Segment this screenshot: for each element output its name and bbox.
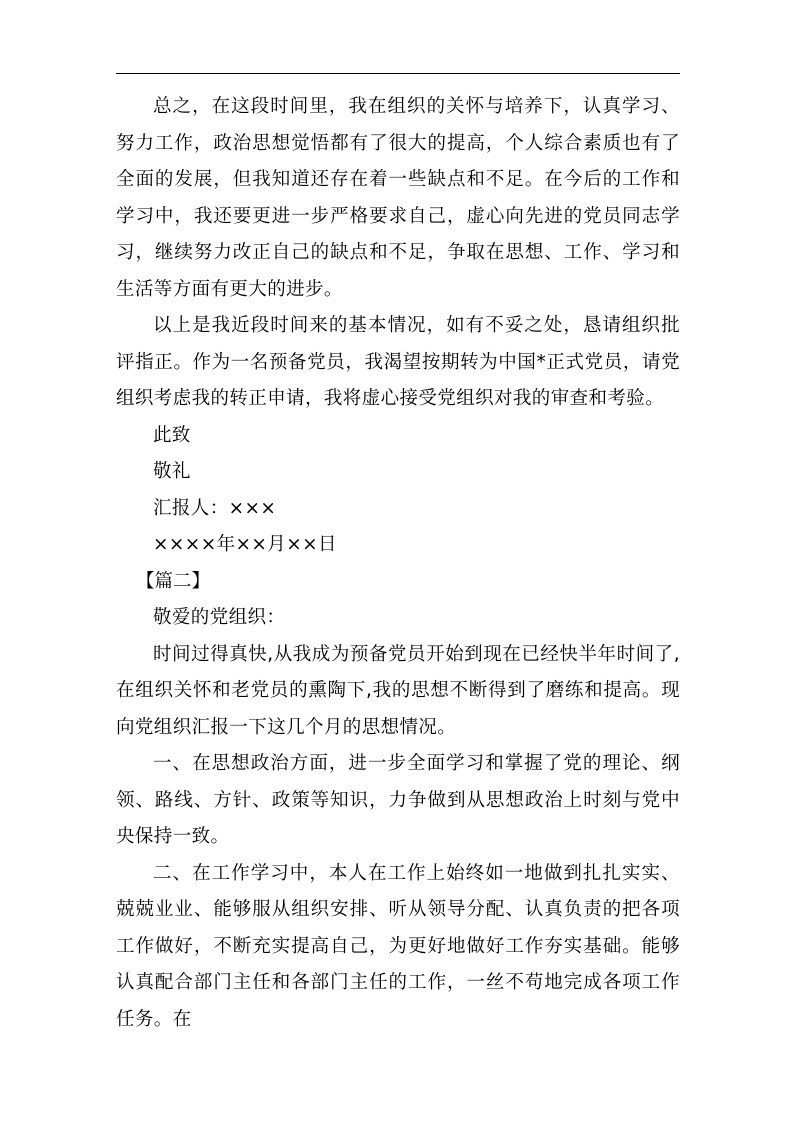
closing-line-2: 敬礼 xyxy=(153,461,191,482)
paragraph-intro: 时间过得真快,从我成为预备党员开始到现在已经快半年时间了,在组织关怀和老党员的熏陶下,我的思想不断得到了磨练和提高。现向党组织汇报一下这几个月的思想情况。 xyxy=(116,643,680,738)
paragraph-conclusion: 以上是我近段时间来的基本情况，如有不妥之处，恳请组织批评指正。作为一名预备党员，我渴望按期转为中国*正式党员，请党组织考虑我的转正申请，我将虚心接受党组织对我的审查和考验。 xyxy=(116,315,680,409)
reporter-line: 汇报人：××× xyxy=(153,497,277,519)
paragraph-point-1: 一、在思想政治方面，进一步全面学习和掌握了党的理论、纲领、路线、方针、政策等知识，力争做到从思想政治上时刻与党中央保持一致。 xyxy=(116,753,680,847)
paragraph-point-2: 二、在工作学习中，本人在工作上始终如一地做到扎扎实实、兢兢业业、能够服从组织安排、听从领导分配、认真负责的把各项工作做好，不断充实提高自己，为更好地做好工作夯实基础。能够认真配合部门主任和各部门主任的工作，一丝不苟地完成各项工作任务。在 xyxy=(116,862,680,1030)
date-line: ××××年××月××日 xyxy=(153,534,337,555)
header-rule xyxy=(116,73,680,74)
document-body xyxy=(116,89,680,1038)
paragraph-summary: 总之，在这段时间里，我在组织的关怀与培养下，认真学习、努力工作，政治思想觉悟都有了很大的提高，个人综合素质也有了全面的发展，但我知道还存在着一些缺点和不足。在今后的工作和学习中，我还要更进一步严格要求自己，虚心向先进的党员同志学习，继续努力改正自己的缺点和不足，争取在思想、工作、学习和生活等方面有更大的进步。 xyxy=(116,96,680,300)
closing-line-1: 此致 xyxy=(153,424,191,446)
salutation: 敬爱的党组织： xyxy=(153,607,286,628)
section-title: 【篇二】 xyxy=(136,570,211,592)
